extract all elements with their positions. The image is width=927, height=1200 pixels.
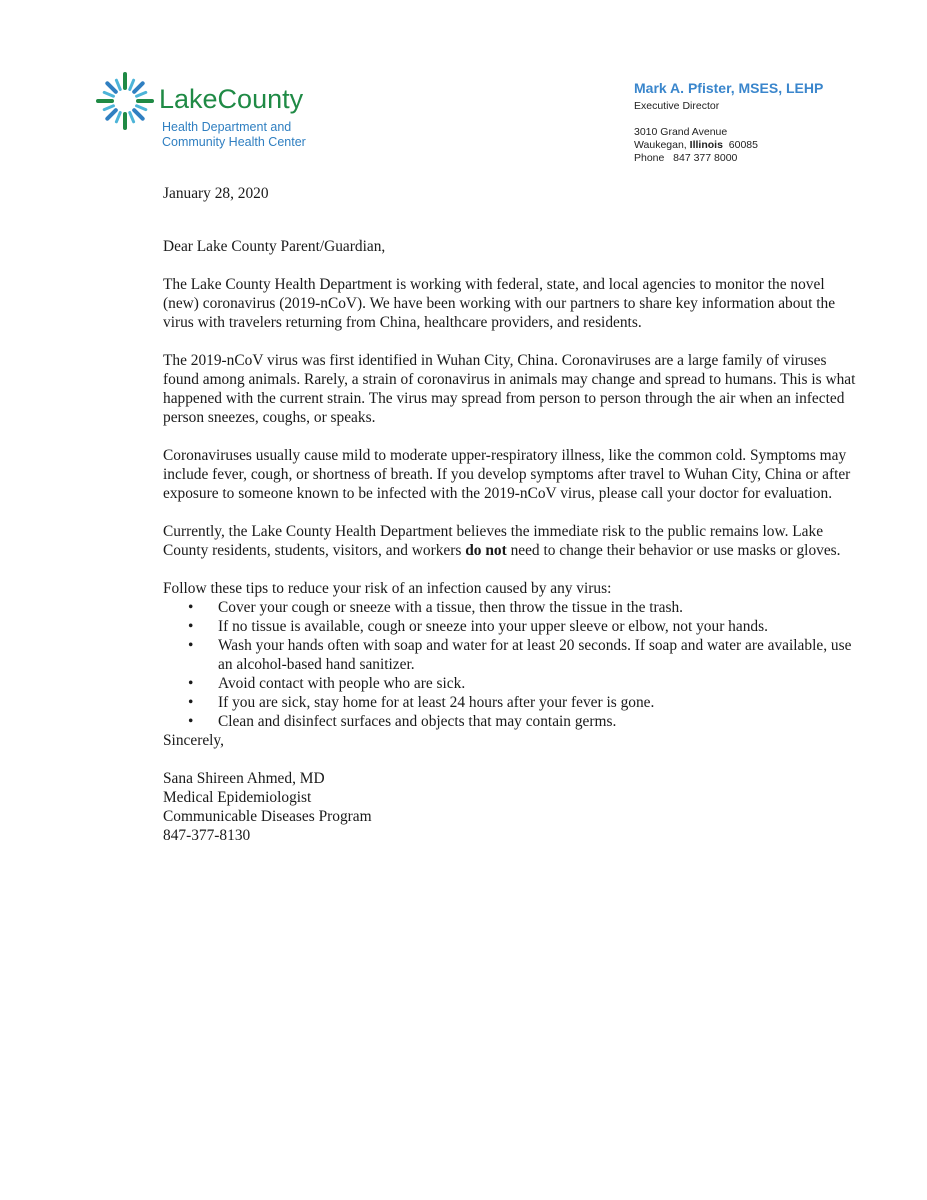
paragraph-4	[163, 522, 863, 560]
tips-list	[163, 598, 863, 731]
address-zip: 60085	[728, 139, 758, 151]
director-block	[634, 80, 823, 165]
signer-phone: 847-377-8130	[163, 827, 251, 844]
address-state: Illinois	[689, 139, 723, 151]
tip-item: • Avoid contact with people who are sick.	[163, 674, 863, 693]
letter-closing: Sincerely,	[163, 732, 224, 749]
phone-number: 847 377 8000	[673, 152, 738, 164]
tips-intro: Follow these tips to reduce your risk of an infection caused by any virus:	[163, 580, 612, 597]
logo-subtitle	[162, 120, 306, 150]
signer-title: Medical Epidemiologist	[163, 789, 312, 806]
tip-item: • If you are sick, stay home for at least 24 hours after your fever is gone.	[163, 693, 863, 712]
paragraph-4-end: need to change their behavior or use masks or gloves.	[506, 542, 841, 559]
paragraph-2: The 2019-nCoV virus was first identified in Wuhan City, China. Coronaviruses are a large family of viruses found among animals. Rarely, a strain of coronavirus in animals may change and spread to humans. This is what happened with the current strain. The virus may spread from person to person through the air when an infected person sneezes, coughs, or speaks.	[163, 352, 856, 426]
phone-label: Phone	[634, 152, 665, 164]
signer-name: Sana Shireen Ahmed, MD	[163, 770, 325, 787]
starburst-logo-icon	[95, 70, 155, 132]
tip-item: • Cover your cough or sneeze with a tissue, then throw the tissue in the trash.	[163, 598, 863, 617]
director-name: Mark A. Pfister, MSES, LEHP	[634, 80, 824, 96]
logo-subtitle-line2: Community Health Center	[162, 135, 306, 149]
address-street: 3010 Grand Avenue	[634, 126, 728, 138]
address-phone-line	[634, 152, 823, 165]
letter-body	[163, 184, 863, 845]
director-title: Executive Director	[634, 100, 720, 112]
signature-block	[163, 769, 863, 845]
paragraph-4-bold: do not	[465, 542, 507, 559]
address-city: Waukegan,	[634, 139, 687, 151]
director-address	[634, 126, 823, 165]
address-city-line	[634, 139, 823, 152]
letter-salutation: Dear Lake County Parent/Guardian,	[163, 238, 386, 255]
tip-item: • Wash your hands often with soap and water for at least 20 seconds. If soap and water are available, use an alcohol-based hand sanitizer.	[163, 636, 863, 674]
lake-county-logo	[95, 70, 335, 155]
letter-date: January 28, 2020	[163, 185, 269, 202]
tip-item: • Clean and disinfect surfaces and objects that may contain germs.	[163, 712, 863, 731]
logo-subtitle-line1: Health Department and	[162, 120, 292, 134]
paragraph-3: Coronaviruses usually cause mild to moderate upper-respiratory illness, like the common cold. Symptoms may include fever, cough, or shortness of breath. If you develop symptoms after travel to Wuhan City, China or after exposure to someone known to be infected with the 2019-nCoV virus, please call your doctor for evaluation.	[163, 447, 851, 502]
paragraph-1: The Lake County Health Department is working with federal, state, and local agencies to monitor the novel (new) coronavirus (2019-nCoV). We have been working with our partners to share key information about the virus with travelers returning from China, healthcare providers, and residents.	[163, 276, 836, 331]
paragraph-4-start: Currently, the Lake County Health Department believes the immediate risk to the public remains low. Lake County residents, students, visitors, and workers	[163, 523, 824, 559]
logo-wordmark: LakeCounty	[159, 84, 304, 114]
signer-program: Communicable Diseases Program	[163, 808, 372, 825]
tip-item: • If no tissue is available, cough or sneeze into your upper sleeve or elbow, not your hands.	[163, 617, 863, 636]
